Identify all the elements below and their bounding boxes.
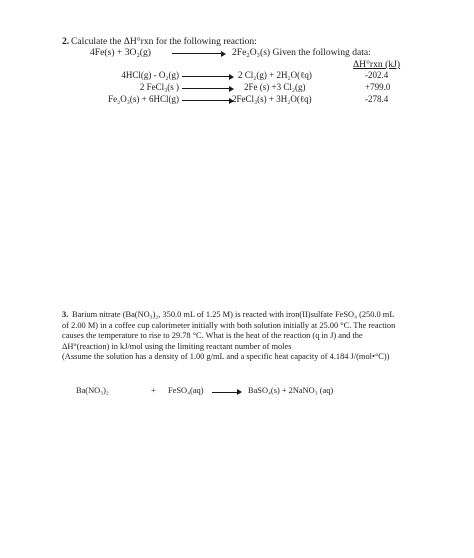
- problem-3-number: 3.: [62, 310, 69, 319]
- equation-reactant-1: Ba(NO₃)₂: [76, 386, 109, 395]
- reaction-1-dh: -202.4: [365, 70, 389, 80]
- target-reaction-left: 4Fe(s) + 3O₂(g): [90, 47, 151, 58]
- problem-3-line-2: of 2.00 M) in a coffee cup calorimeter initially with both solution initially at 25.00 °C. The reaction: [62, 320, 396, 330]
- equation-products: BaSO₄(s) + 2NaNO₃ (aq): [248, 386, 334, 395]
- reaction-3-left: Fe₂O₃(s) + 6HCl(g): [108, 94, 179, 104]
- problem-3-line-4: ΔH°(reaction) in kJ/mol using the limiting reactant number of moles: [62, 341, 292, 351]
- reaction-3-right: 2FeCl₃(s) + 3H₂O(ℓq): [232, 94, 312, 104]
- problem-3-line-5: (Assume the solution has a density of 1.00 g/mL and a specific heat capacity of 4.184 J/(mol•°C)): [62, 352, 390, 361]
- equation-plus: +: [151, 386, 156, 395]
- equation-arrow: [212, 392, 240, 393]
- target-reaction-right: 2Fe₂O₃(s) Given the following data:: [232, 47, 371, 58]
- reaction-1-left: 4HCl(g) - O₂(g): [121, 70, 179, 80]
- target-reaction-arrow: [172, 53, 224, 54]
- reaction-2-left: 2 FeCl₃(s ): [139, 82, 179, 92]
- reaction-1-arrow: [182, 76, 232, 77]
- problem-3-line-3: causes the temperature to rise to 29.78 °C. What is the heat of the reaction (q in J) and the: [62, 331, 363, 340]
- equation-reactant-2: FeSO₄(aq): [168, 386, 204, 395]
- reaction-2-dh: +799.0: [365, 82, 391, 92]
- problem-2-prompt: Calculate the ΔH°rxn for the following reaction:: [71, 36, 257, 47]
- problem-3-line-1: Barium nitrate (Ba(NO₃)₂, 350.0 mL of 1.25 M) is reacted with iron(II)sulfate FeSO₄ (250.0 mL: [72, 310, 395, 319]
- problem-2-number: 2.: [62, 36, 70, 47]
- dh-column-header: ΔH°rxn (kJ): [353, 59, 401, 70]
- reaction-3-arrow: [182, 100, 232, 101]
- reaction-3-dh: -278.4: [365, 94, 389, 104]
- reaction-1-right: 2 Cl₂(g) + 2H₂O(ℓq): [238, 70, 312, 80]
- reaction-2-right: 2Fe (s) +3 Cl₂(g): [244, 82, 306, 92]
- reaction-2-arrow: [182, 88, 232, 89]
